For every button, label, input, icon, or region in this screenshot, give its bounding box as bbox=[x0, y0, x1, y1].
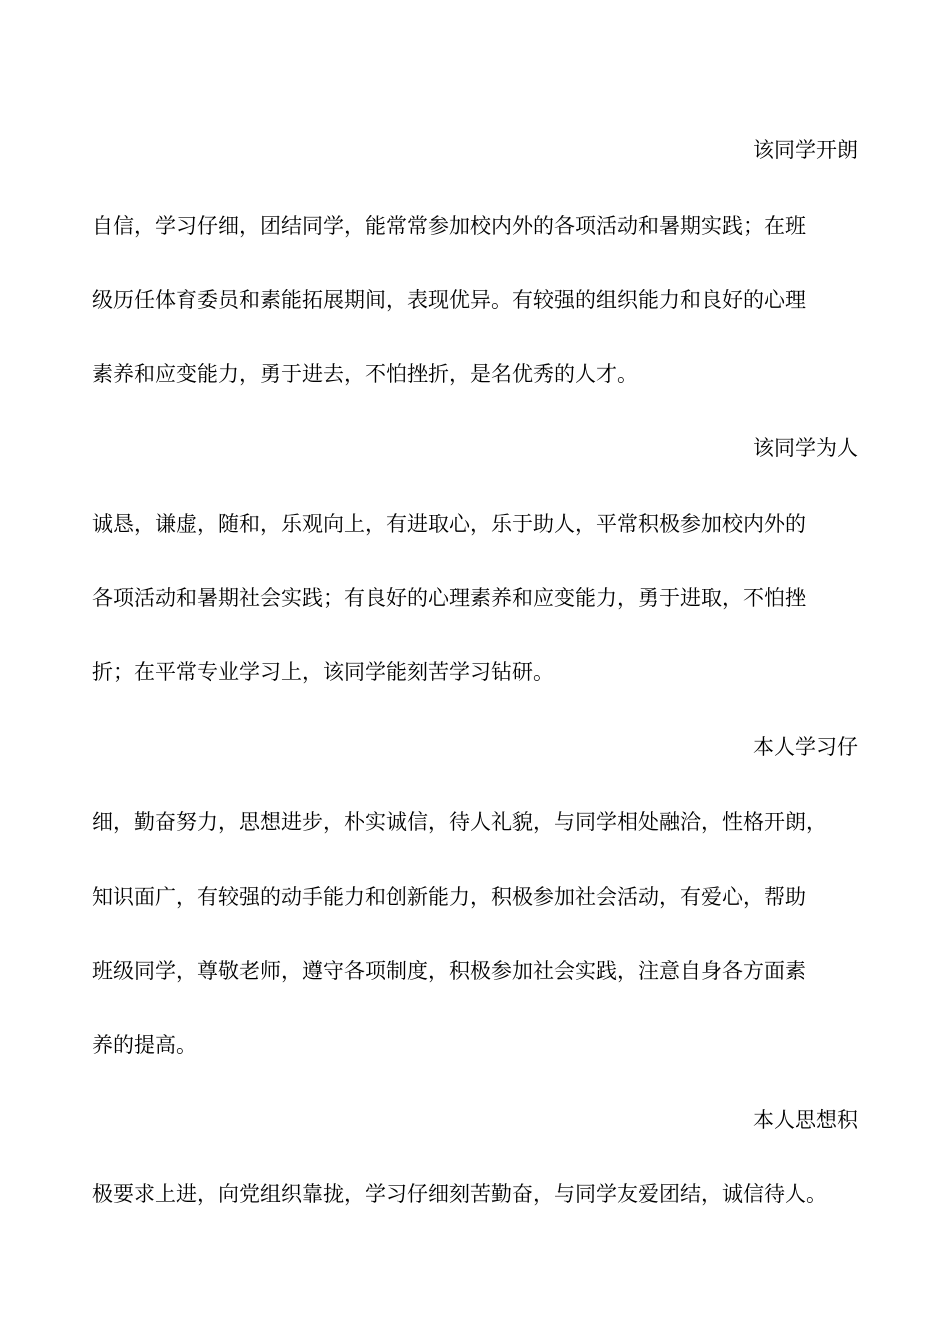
paragraph-3-line-1: 细，勤奋努力，思想进步，朴实诚信，待人礼貌，与同学相处融洽，性格开朗， bbox=[92, 810, 827, 834]
paragraph-2-line-1: 诚恳，谦虚，随和，乐观向上，有进取心，乐于助人，平常积极参加校内外的 bbox=[92, 512, 806, 536]
paragraph-2-line-3: 折；在平常专业学习上，该同学能刻苦学习钻研。 bbox=[92, 660, 554, 684]
paragraph-3-line-2: 知识面广，有较强的动手能力和创新能力，积极参加社会活动，有爱心，帮助 bbox=[92, 885, 806, 909]
paragraph-2-lead: 该同学为人 bbox=[753, 436, 858, 460]
paragraph-1-lead: 该同学开朗 bbox=[753, 138, 858, 162]
paragraph-3-line-3: 班级同学，尊敬老师，遵守各项制度，积极参加社会实践，注意自身各方面素 bbox=[92, 959, 806, 983]
paragraph-1-line-3: 素养和应变能力，勇于进去，不怕挫折，是名优秀的人才。 bbox=[92, 362, 638, 386]
paragraph-4-lead: 本人思想积 bbox=[753, 1108, 858, 1132]
paragraph-3-lead: 本人学习仔 bbox=[753, 735, 858, 759]
paragraph-1-line-2: 级历任体育委员和素能拓展期间，表现优异。有较强的组织能力和良好的心理 bbox=[92, 288, 806, 312]
paragraph-1-line-1: 自信，学习仔细，团结同学，能常常参加校内外的各项活动和暑期实践；在班 bbox=[92, 214, 806, 238]
paragraph-3-line-4: 养的提高。 bbox=[92, 1033, 197, 1057]
paragraph-4-line-1: 极要求上进，向党组织靠拢，学习仔细刻苦勤奋，与同学友爱团结，诚信待人。 bbox=[92, 1182, 827, 1206]
paragraph-2-line-2: 各项活动和暑期社会实践；有良好的心理素养和应变能力，勇于进取，不怕挫 bbox=[92, 586, 806, 610]
